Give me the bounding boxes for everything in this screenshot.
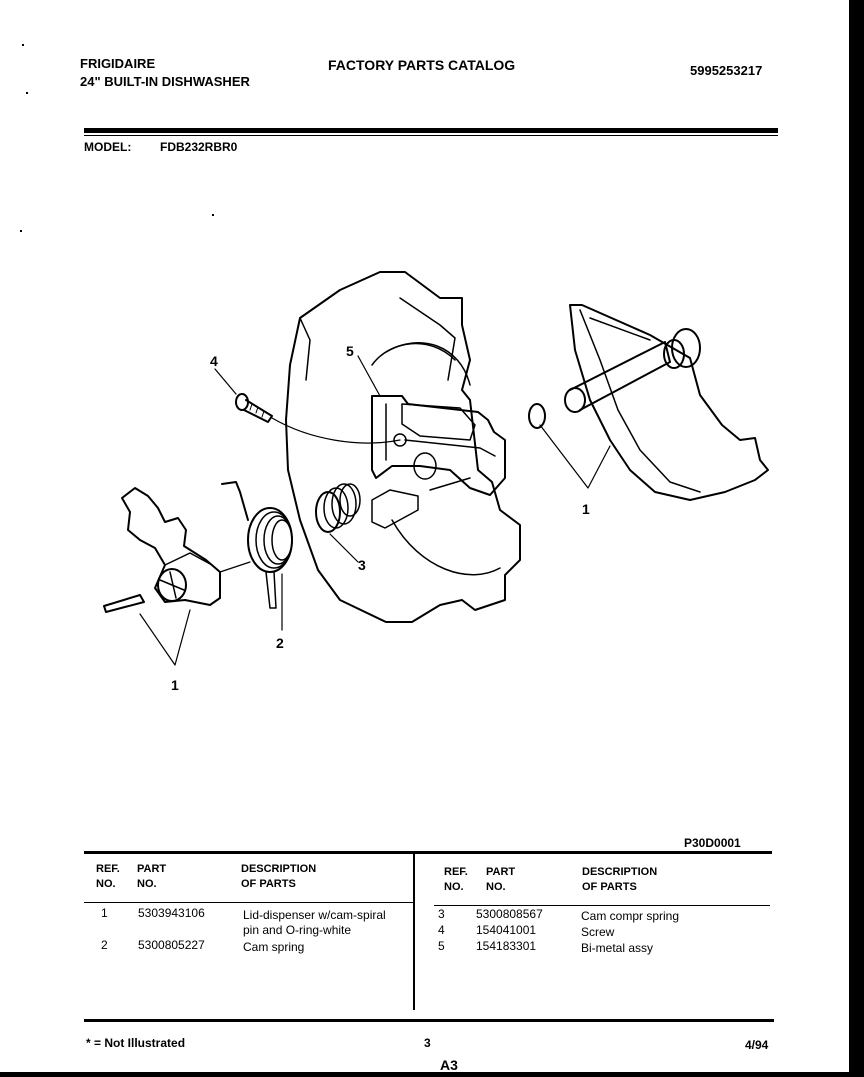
callout-1-right: 1 bbox=[582, 501, 590, 517]
sheet-code: A3 bbox=[440, 1057, 458, 1073]
callout-4: 4 bbox=[210, 353, 218, 369]
model-label: MODEL: bbox=[84, 140, 132, 154]
table-row-desc: pin and O-ring-white bbox=[243, 923, 352, 937]
drawing-code: P30D0001 bbox=[684, 836, 741, 850]
col-ref-header: REF. bbox=[96, 863, 120, 875]
col-desc-header: DESCRIPTION bbox=[241, 863, 317, 875]
spiral-pin bbox=[104, 595, 144, 612]
page-number: 3 bbox=[424, 1036, 431, 1050]
table-row-ref: 3 bbox=[438, 907, 445, 921]
col-ref-header: NO. bbox=[444, 881, 464, 893]
table-row-part: 5300805227 bbox=[138, 938, 205, 952]
screw bbox=[236, 394, 272, 422]
col-ref-header: REF. bbox=[444, 866, 468, 878]
table-row-part: 5300808567 bbox=[476, 907, 543, 921]
col-desc-header: DESCRIPTION bbox=[582, 866, 658, 878]
callout-3: 3 bbox=[358, 557, 366, 573]
cam-lever bbox=[122, 488, 220, 605]
table-row-ref: 4 bbox=[438, 923, 445, 937]
o-ring bbox=[529, 404, 545, 428]
model-value: FDB232RBR0 bbox=[160, 140, 238, 154]
table-top-rule bbox=[84, 851, 772, 854]
table-row-desc: Cam spring bbox=[243, 940, 305, 954]
table-row-part: 5303943106 bbox=[138, 906, 205, 920]
table-row-ref: 1 bbox=[101, 906, 108, 920]
bimetal-assy bbox=[372, 396, 505, 495]
table-row-desc: Bi-metal assy bbox=[581, 941, 654, 955]
table-header-rule-left bbox=[84, 902, 414, 903]
table-row-part: 154183301 bbox=[476, 939, 537, 953]
table-row-desc: Lid-dispenser w/cam-spiral bbox=[243, 908, 386, 922]
catalog-number: 5995253217 bbox=[690, 63, 763, 78]
col-part-header: NO. bbox=[137, 878, 157, 890]
table-row-part: 154041001 bbox=[476, 923, 537, 937]
table-header-rule-right bbox=[434, 905, 770, 906]
cam-compr-spring bbox=[316, 484, 360, 532]
col-desc-header: OF PARTS bbox=[241, 878, 296, 890]
col-part-header: PART bbox=[486, 866, 516, 878]
table-row-desc: Cam compr spring bbox=[581, 909, 680, 923]
footnote-not-illustrated: * = Not Illustrated bbox=[86, 1036, 186, 1050]
table-row-desc: Screw bbox=[581, 925, 615, 939]
brand-name: FRIGIDAIRE bbox=[80, 56, 156, 71]
callout-2: 2 bbox=[276, 635, 284, 651]
footer-rule bbox=[84, 1019, 774, 1022]
revision-date: 4/94 bbox=[745, 1038, 769, 1052]
table-column-divider bbox=[413, 854, 415, 1010]
catalog-title: FACTORY PARTS CATALOG bbox=[328, 57, 516, 73]
col-ref-header: NO. bbox=[96, 878, 116, 890]
callout-5: 5 bbox=[346, 343, 354, 359]
product-name: 24" BUILT-IN DISHWASHER bbox=[80, 74, 250, 89]
lid-dispenser bbox=[570, 305, 768, 500]
col-desc-header: OF PARTS bbox=[582, 881, 637, 893]
table-row-ref: 2 bbox=[101, 938, 108, 952]
col-part-header: PART bbox=[137, 863, 167, 875]
dispenser-housing-plate bbox=[286, 272, 520, 622]
table-row-ref: 5 bbox=[438, 939, 445, 953]
col-part-header: NO. bbox=[486, 881, 506, 893]
callout-1-left: 1 bbox=[171, 677, 179, 693]
